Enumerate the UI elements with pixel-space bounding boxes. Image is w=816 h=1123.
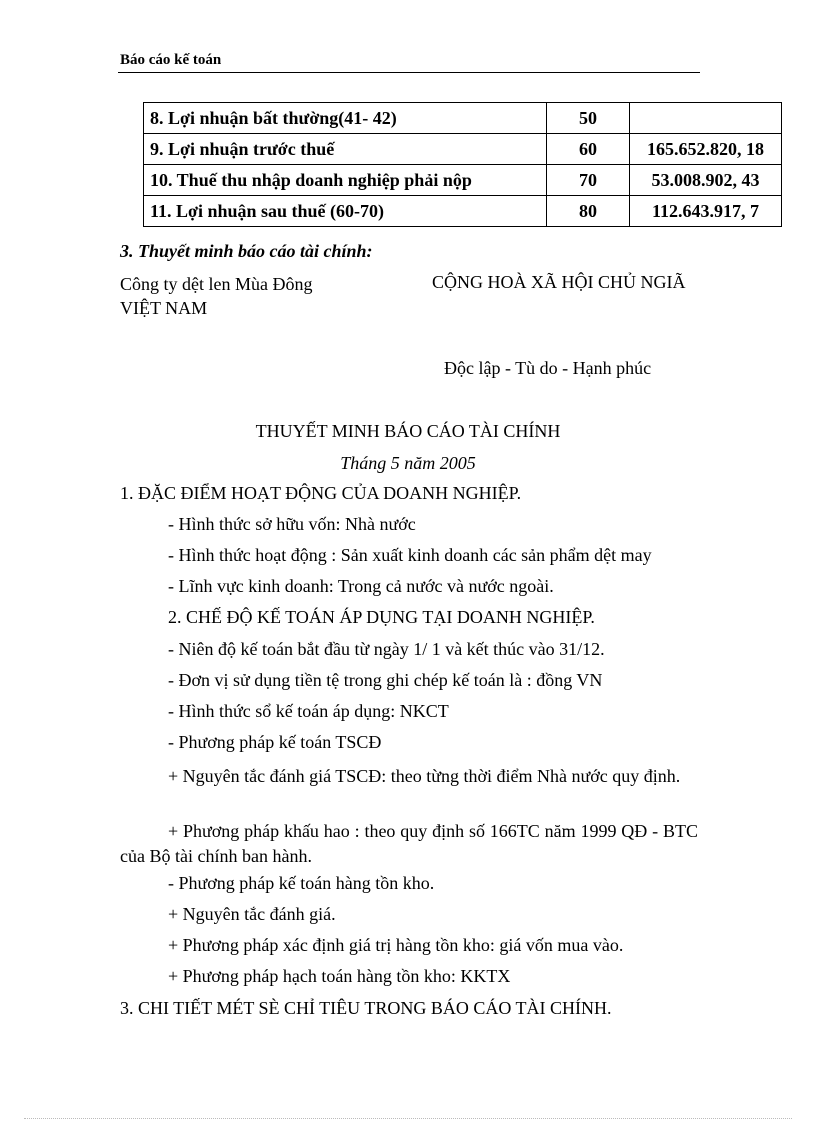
republic-heading: CỘNG HOÀ XÃ HỘI CHỦ NGIÃ (432, 272, 686, 292)
document-subtitle: Tháng 5 năm 2005 (340, 453, 476, 473)
company-name (120, 272, 312, 320)
row-label: 8. Lợi nhuận bất thường(41- 42) (144, 103, 547, 134)
company-line-1: Công ty dệt len Mùa Đông (120, 274, 313, 294)
row-code: 70 (547, 165, 630, 196)
paragraph: + Phương pháp xác định giá trị hàng tồn kho: giá vốn mua vào. (168, 935, 624, 955)
row-label: 9. Lợi nhuận trước thuế (144, 134, 547, 165)
row-value: 53.008.902, 43 (630, 165, 782, 196)
section-2-heading: 2. CHẾ ĐỘ KẾ TOÁN ÁP DỤNG TẠI DOANH NGHIỆP. (168, 607, 595, 627)
paragraph: - Niên độ kế toán bắt đầu từ ngày 1/ 1 và kết thúc vào 31/12. (168, 639, 605, 659)
document-title: THUYẾT MINH BÁO CÁO TÀI CHÍNH (255, 421, 561, 441)
section-1-heading: 1. ĐẶC ĐIỂM HOẠT ĐỘNG CỦA DOANH NGHIỆP. (120, 483, 522, 503)
paragraph: - Hình thức sổ kế toán áp dụng: NKCT (168, 701, 449, 721)
section-3-heading: 3. CHI TIẾT MÉT SÈ CHỈ TIÊU TRONG BÁO CÁO TÀI CHÍNH. (120, 998, 612, 1018)
row-label: 11. Lợi nhuận sau thuế (60-70) (144, 196, 547, 227)
paragraph: + Nguyên tắc đánh giá. (168, 904, 336, 924)
paragraph: + Phương pháp khấu hao : theo quy định số 166TC năm 1999 QĐ - BTC của Bộ tài chính ban hành. (120, 821, 698, 866)
paragraph: + Phương pháp hạch toán hàng tồn kho: KKTX (168, 966, 511, 986)
section-heading: 3. Thuyết minh báo cáo tài chính: (120, 241, 373, 261)
row-code: 50 (547, 103, 630, 134)
table-row (144, 103, 782, 134)
table-row (144, 134, 782, 165)
income-table (143, 102, 782, 227)
paragraph: - Lĩnh vực kinh doanh: Trong cả nước và nước ngoài. (168, 576, 554, 596)
paragraph: - Hình thức sở hữu vốn: Nhà nước (168, 514, 416, 534)
row-code: 80 (547, 196, 630, 227)
company-line-2: VIỆT NAM (120, 298, 208, 318)
motto: Độc lập - Tù do - Hạnh phúc (444, 358, 652, 378)
page-header-title: Báo cáo kế toán (120, 52, 222, 68)
row-label: 10. Thuế thu nhập doanh nghiệp phải nộp (144, 165, 547, 196)
row-value: 165.652.820, 18 (630, 134, 782, 165)
paragraph: + Nguyên tắc đánh giá TSCĐ: theo từng thời điểm Nhà nước quy định. (168, 766, 681, 786)
table-row (144, 165, 782, 196)
paragraph: - Đơn vị sử dụng tiền tệ trong ghi chép kế toán là : đồng VN (168, 670, 603, 690)
paragraph: - Hình thức hoạt động : Sản xuất kinh doanh các sản phẩm dệt may (168, 545, 652, 565)
paragraph: - Phương pháp kế toán hàng tồn kho. (168, 873, 435, 893)
table-row (144, 196, 782, 227)
row-value: 112.643.917, 7 (630, 196, 782, 227)
page-bottom-dotted-line (24, 1118, 792, 1119)
paragraph: - Phương pháp kế toán TSCĐ (168, 732, 382, 752)
header-rule (118, 72, 700, 73)
row-code: 60 (547, 134, 630, 165)
row-value (630, 103, 782, 134)
